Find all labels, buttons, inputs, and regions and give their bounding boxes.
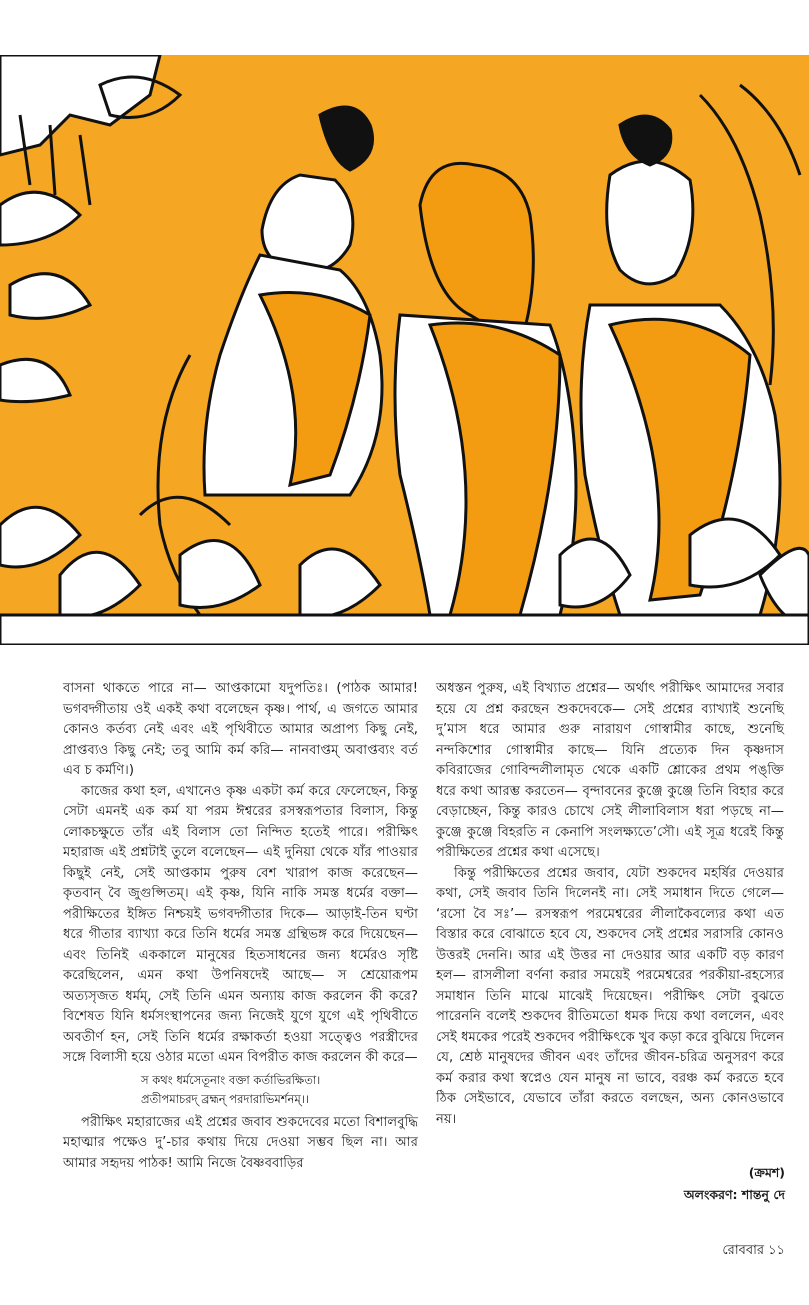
illustration-credit: অলংকরণ: শান্তনু দে xyxy=(683,1187,785,1202)
paragraph: কিন্তু পরীক্ষিতের প্রশ্নের জবাব, যেটা শুকদেব মহর্ষির দেওয়ার কথা, সেই জবাব তিনি দিলেনই না। সেই সমাধান দিতে গেলে— ‘রসো বৈ সঃ’— রসস্বরূপ পরমেশ্বরের লীলাকৈবল্যের কথা এত বিস্তার করে বোঝাতে হবে যে, শুকদেব সেই প্রশ্নের সরাসরি কোনও উত্তরই দেননি। আর এই উত্তর না দেওয়ার আর একটি বড় কারণ হল— রাসলীলা বর্ণনা করার সময়েই পরমেশ্বরের পরকীয়া-রহস্যের সমাধান তিনি মাঝে মাঝেই দিয়েছেন। পরীক্ষিৎ সেটা বুঝতে পারেননি বলেই শুকদেব রীতিমতো ধমক দিয়ে কথা বললেন, এবং সেই ধমকের পরেই শুকদেব পরীক্ষিৎকে খুব কড়া করে বুঝিয়ে দিলেন যে, শ্রেষ্ঠ মানুষদের জীবন এবং তাঁদের জীবন-চরিত্র অনুসরণ করে কর্ম করার কথা স্বপ্নেও যেন মানুষ না ভাবে, বরঞ্চ কর্ম করতে হবে ঠিক সেইভাবে, যেভাবে তাঁরা করতে বলছেন, অন্য কোনওভাবে নয়। xyxy=(436,865,784,1127)
page-footer: রোববার ১১ xyxy=(722,1243,785,1258)
paragraph: অধস্তন পুরুষ, এই বিখ্যাত প্রশ্নের— অর্থাৎ পরীক্ষিৎ আমাদের সবার হয়ে যে প্রশ্ন করছেন শুকদেবকে— সেই প্রশ্নের ব্যাখ্যাই শুনেছি দু’মাস ধরে আমার গুরু নারায়ণ গোস্বামীর কাছে, শুনেছি নন্দকিশোর গোস্বামীর কাছে— যিনি প্রত্যেক দিন কৃষ্ণদাস কবিরাজের গোবিন্দলীলামৃত থেকে একটি শ্লোকের প্রথম পঙ্‌ক্তি ধরে কথা আরম্ভ করতেন— বৃন্দাবনের কুঞ্জে কুঞ্জে তিনি বিহার করে বেড়াচ্ছেন, কিন্তু কারও চোখে সেই লীলাবিলাস ধরা পড়ছে না— কুঞ্জে কুঞ্জে বিহরতি ন কেনাপি সংলক্ষ্যতে’সৌ। এই সূত্র ধরেই কিন্তু পরীক্ষিতের প্রশ্নের কথা এসেছে। xyxy=(436,681,784,860)
illustration xyxy=(0,55,809,645)
verse-line: প্রতীপমাচরদ্ ব্রহ্মন্ পরদারাভিমর্শনম্।। xyxy=(141,1091,309,1106)
sanskrit-verse xyxy=(63,1071,418,1109)
paragraph: কাজের কথা হল, এখানেও কৃষ্ণ একটা কর্ম করে ফেলেছেন, কিন্তু সেটা এমনই এক কর্ম যা পরম ঈশ্বরের রসস্বরূপতার বিলাস, কিন্তু লোকচক্ষুতে তাঁর এই বিলাস তো নিন্দিত হতেই পারে। পরীক্ষিৎ মহারাজ এই প্রশ্নটাই তুলে বলেছেন— এই দুনিয়া থেকে যাঁর পাওয়ার কিছুই নেই, সেই আপ্তকাম পুরুষ বেশ খারাপ কাজ করেছেন— কৃতবান্ বৈ জুগুপ্সিতম্। এই কৃষ্ণ, যিনি নাকি সমস্ত ধর্মের বক্তা— পরীক্ষিতের ইঙ্গিত নিশ্চয়ই ভগবদ্গীতার দিকে— আড়াই-তিন ঘণ্টা ধরে গীতার ব্যাখ্যা করে তিনি ধর্মের সমস্ত গ্রন্থিভঙ্গ করে দিয়েছেন— এবং তিনিই এককালে মানুষের হিতসাধনের জন্য ধর্মেরও সৃষ্টি করেছিলেন, এমন কথা উপনিষদেই আছে— স শ্রেয়োরূপম অত্যসৃজত ধর্মম্, সেই তিনি এমন অন্যায় কাজ করলেন কী করে? বিশেষত যিনি ধর্মসংস্থাপনের জন্য নিজেই যুগে যুগে এই পৃথিবীতে অবতীর্ণ হন, সেই তিনি ধর্মের রক্ষাকর্তা হওয়া সত্ত্বেও পরস্ত্রীদের সঙ্গে বিলাসী হয়ে ওঠার মতো এমন বিপরীত কাজ করলেন কী করে— xyxy=(63,783,418,1065)
article-column-left xyxy=(63,679,418,1174)
article-column-right xyxy=(436,679,784,1130)
paragraph: বাসনা থাকতে পারে না— আপ্তকামো যদুপতিঃ। (পাঠক আমার! ভগবদ্গীতায় ওই একই কথা বলেছেন কৃষ্ণ। পার্থ, এ জগতে আমার কোনও কর্তব্য নেই এবং এই পৃথিবীতে আমার অপ্রাপ্য কিছু নেই, প্রাপ্তব্যও কিছু নেই; তবু আমি কর্ম করি— নানবাপ্তম্ অবাপ্তব্যং বর্ত এব চ কর্মণি।) xyxy=(63,681,418,778)
serial-note: (ক্রমশ) xyxy=(748,1165,785,1180)
paragraph: পরীক্ষিৎ মহারাজের এই প্রশ্নের জবাব শুকদেবের মতো বিশালবুদ্ধি মহাত্মার পক্ষেও দু’-চার কথায় দিয়ে দেওয়া সম্ভব ছিল না। আর আমার সহৃদয় পাঠক! আমি নিজে বৈষ্ণববাড়ির xyxy=(63,1114,418,1171)
verse-line: স কথং ধর্মসেতূনাং বক্তা কর্তাভিরক্ষিতা। xyxy=(141,1072,321,1087)
